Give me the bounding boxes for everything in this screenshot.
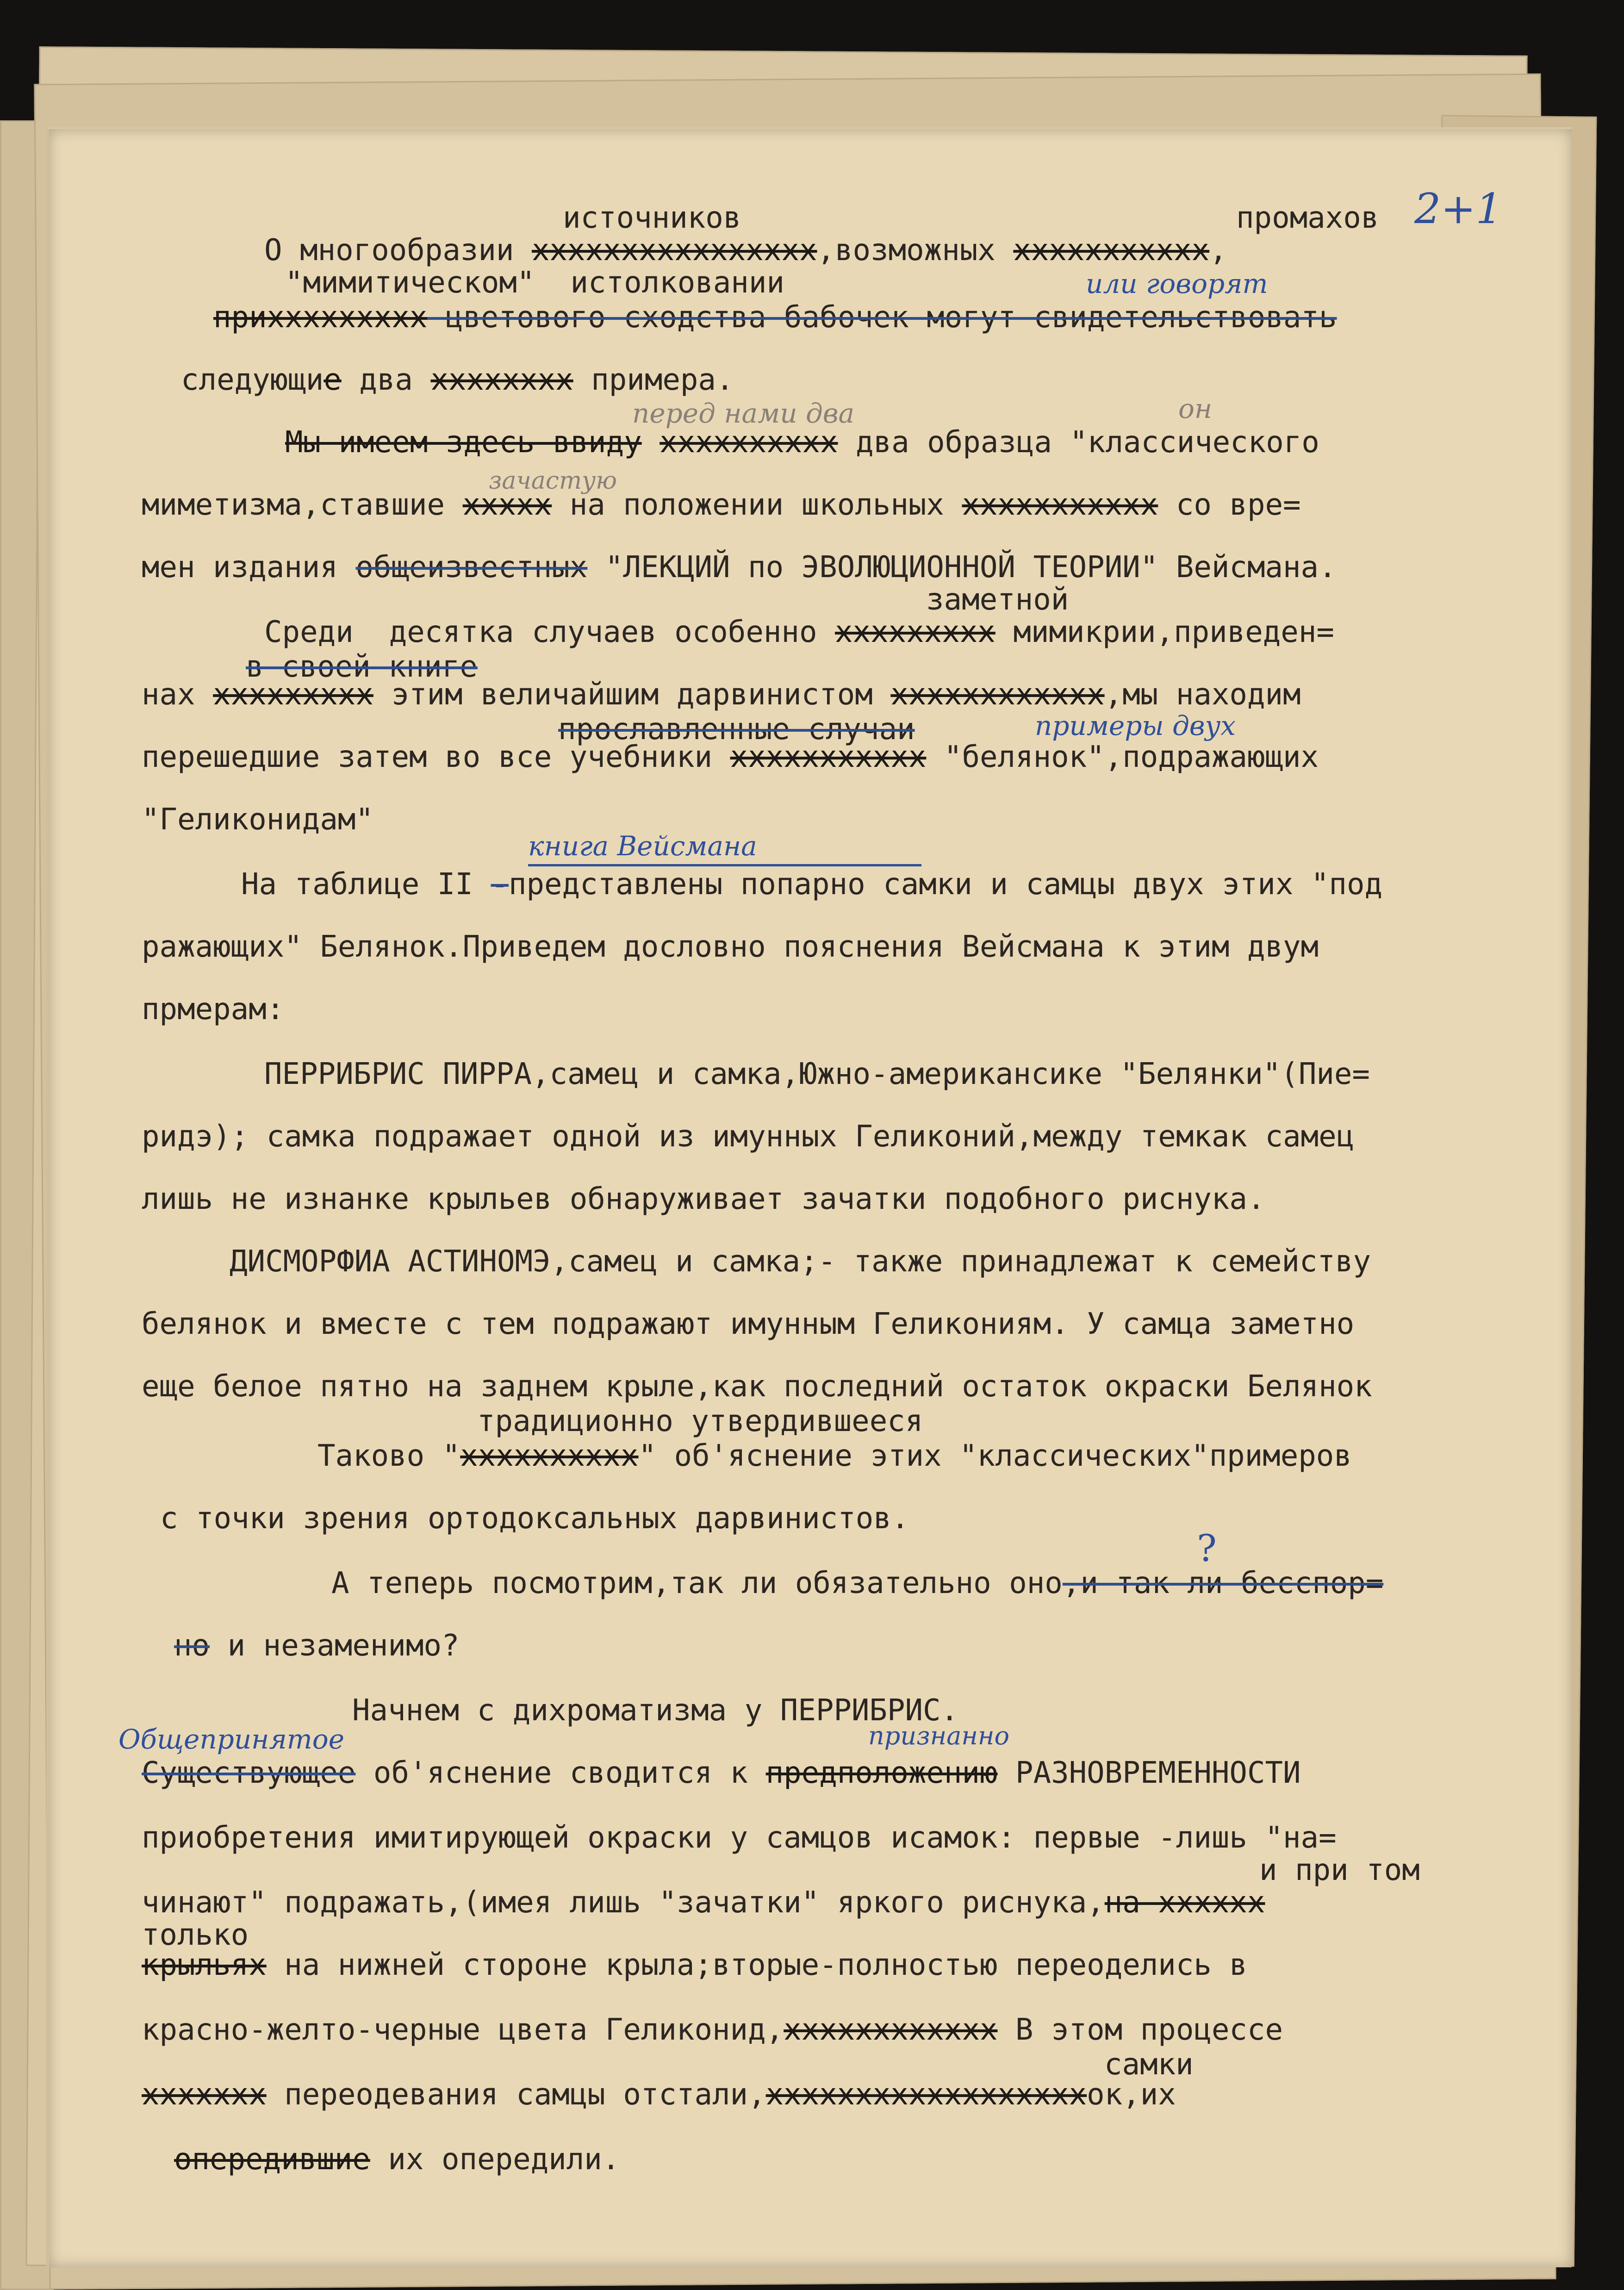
text-line-14: ПЕРРИБРИС ПИРРА,самец и самка,Южно-американсике "Белянки"(Пие=	[264, 1057, 1370, 1091]
text-line-9: перешедшие затем во все учебники ххххххххххх "белянок",подражающих	[142, 740, 1319, 774]
text-line-8: нах ххххххххх этим величайшим дарвинистом хххххххххххх,мы находим	[142, 678, 1301, 712]
text-line-18: белянок и вместе с тем подражают имунным Геликониям. У самца заметно	[142, 1307, 1355, 1341]
text-line-20: Таково "хххххххххх" об'яснение этих "классических"примеров	[317, 1439, 1352, 1473]
text-line-24: Начнем с дихроматизма у ПЕРРИБРИС.	[352, 1693, 959, 1728]
handwritten-weismann-book: книга Вейсмана	[528, 830, 757, 862]
text-line-27: чинают" подражать,(имея лишь "зачатки" яркого риснука,на хххххх	[142, 1886, 1265, 1920]
text-line-17: ДИСМОРФИА АСТИНОМЭ,самец и самка;- также принадлежат к семейству	[230, 1245, 1371, 1279]
text-line-13: прмерам:	[142, 992, 285, 1027]
text-line-2: приххххххххх цветового сходства бабочек могут свидетельствовать	[213, 300, 1337, 335]
text-line-15: ридэ); самка подражает одной из имунных Геликоний,между темкак самец	[142, 1120, 1355, 1154]
text-line-19: еще белое пятно на заднем крыле,как последний остаток окраски Белянок	[142, 1369, 1372, 1404]
insert-females: самки	[1104, 2047, 1194, 2082]
text-line-21: с точки зрения ортодоксальных дарвинистов.	[160, 1501, 909, 1536]
text-line-12: ражающих" Белянок.Приведем дословно пояснения Вейсмана к этим двум	[142, 930, 1319, 964]
text-line-11: На таблице II -представлены попарно самки и самцы двух этих "под	[241, 867, 1382, 902]
pencil-note-on: он	[1178, 393, 1213, 424]
handwritten-recognized: признанно	[868, 1721, 1009, 1750]
text-line-7: Среди десятка случаев особенно ххххххххх мимикрии,приведен=	[264, 615, 1334, 649]
text-line-26: приобретения имитирующей окраски у самцов исамок: первые -лишь "на=	[142, 1821, 1337, 1855]
insert-traditionally: традиционно утвердившееся	[477, 1404, 923, 1438]
question-mark-insert: ?	[1197, 1527, 1217, 1570]
insert-and-moreover: и при том	[1259, 1853, 1420, 1887]
text-line-28: крыльях на нижней стороне крыла;вторые-полностью переоделись в	[142, 1948, 1247, 1982]
text-line-23: но и незаменимо?	[174, 1629, 460, 1663]
typewritten-page	[46, 127, 1572, 2267]
text-line-25: Существующее об'яснение сводится к предположению РАЗНОВРЕМЕННОСТИ	[142, 1756, 1301, 1790]
text-line-29: красно-желто-черные цвета Геликонид,хххххххххххх В этом процессе	[142, 2013, 1283, 2047]
insert-glorified: прославленные случаи	[558, 712, 915, 747]
text-line-5: миметизма,ставшие ххххх на положении школьных ххххххххххх со вре=	[142, 488, 1301, 522]
handwritten-general-accepted: Общепринятое	[118, 1724, 345, 1755]
insert-in-book: в своей книге	[246, 650, 478, 684]
insert-noticeable: заметной	[926, 583, 1069, 617]
pencil-note-reason: зачастую	[489, 467, 617, 495]
text-line-10: "Геликонидам"	[142, 803, 373, 837]
ink-underline	[528, 864, 921, 866]
handwritten-examples-two: примеры двух	[1035, 710, 1236, 741]
handwritten-note-top: или говорят	[1086, 268, 1268, 299]
text-line-1: О многообразии хххххххххххххххх,возможных ххххххххххх,	[264, 233, 1227, 268]
page-number-mark: 2+1	[1414, 185, 1502, 233]
text-line-3: следующие два хххххххх примера.	[181, 363, 734, 397]
text-line-30: ххххххх переодевания самцы отстали,ххххххххххххххххххок,их	[142, 2078, 1176, 2112]
insert-sources: источников	[563, 201, 741, 235]
text-line-6: мен издания общеизвестных "ЛЕКЦИЙ по ЭВОЛЮЦИОННОЙ ТЕОРИИ" Вейсмана.	[142, 550, 1337, 585]
insert-only: только	[142, 1918, 249, 1952]
text-line-16: лишь не изнанке крыльев обнаруживает зачатки подобного риснука.	[142, 1182, 1265, 1216]
text-line-4: Мы имеем здесь ввиду хххххххххх два образца "классического	[285, 425, 1319, 460]
insert-misses: промахов	[1236, 201, 1379, 235]
text-line-31: опередившие их опередили.	[174, 2142, 620, 2177]
pencil-note-sample: перед нами два	[632, 398, 855, 429]
insert-mimetic: "мимитическом" истолковании	[285, 266, 784, 300]
text-line-22: А теперь посмотрим,так ли обязательно оно,и так ли бесспор=	[331, 1566, 1384, 1600]
